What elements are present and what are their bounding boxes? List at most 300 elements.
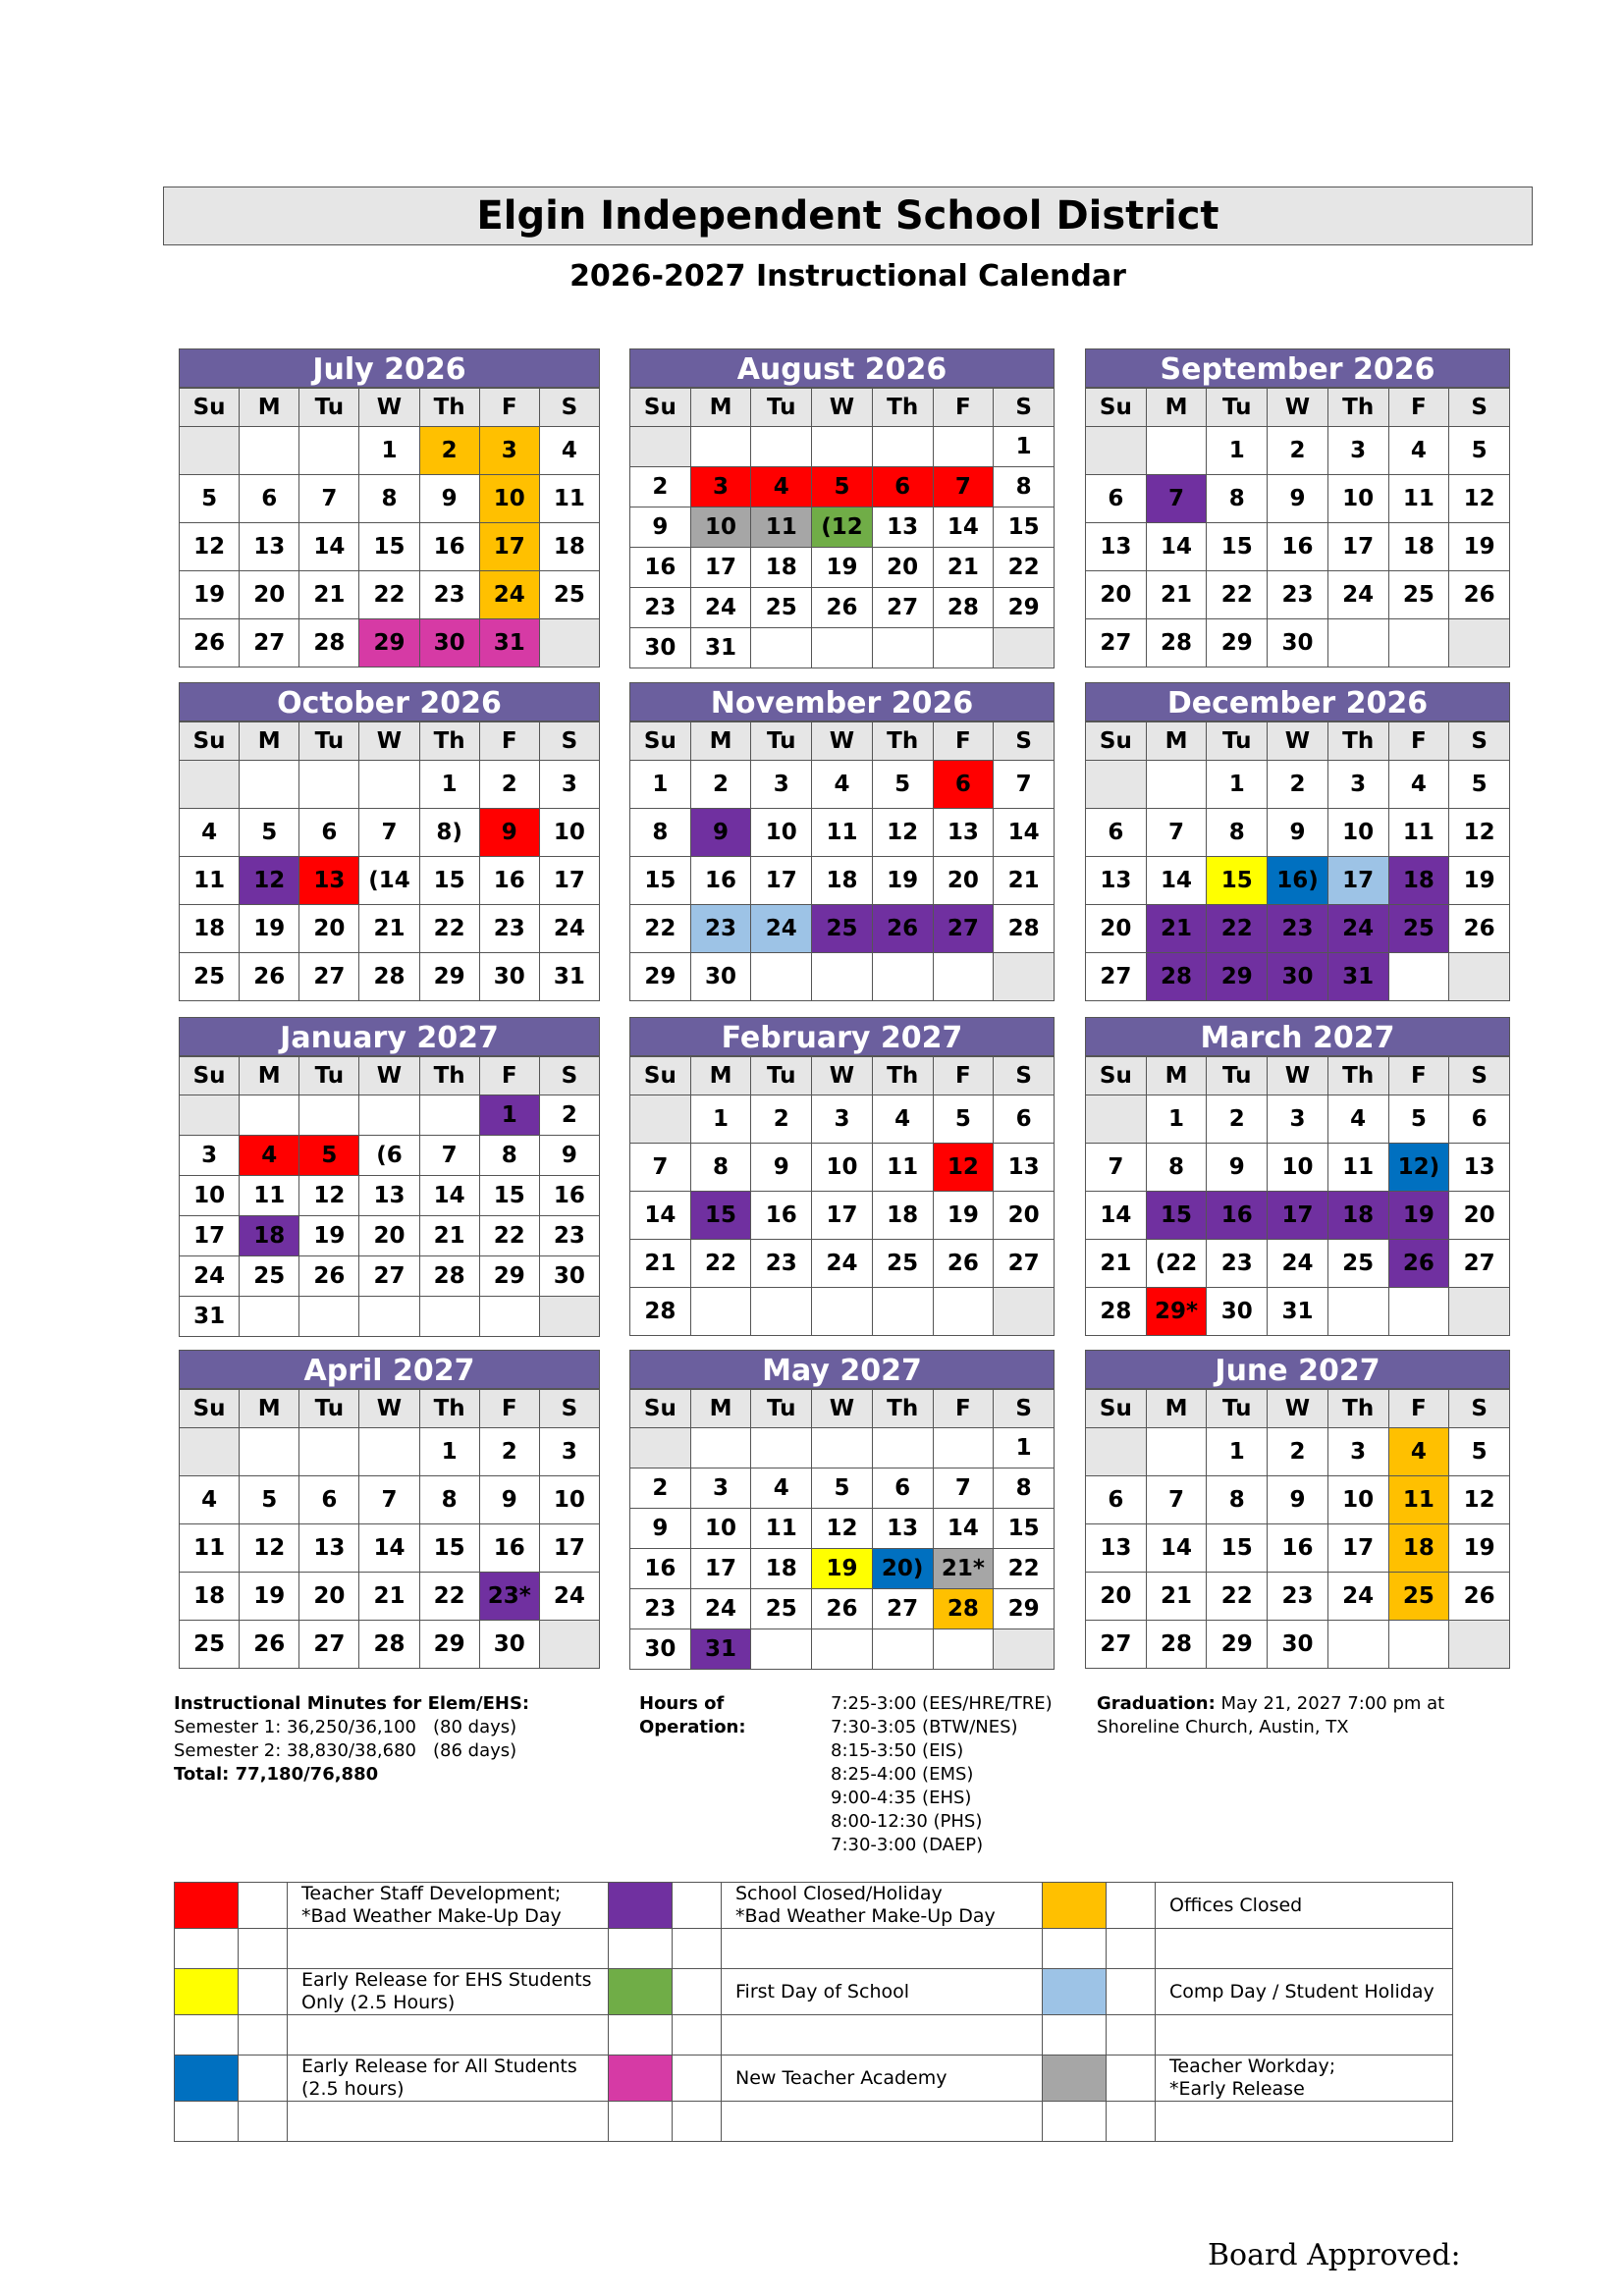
day-of-week-header: Su [1086, 1390, 1147, 1428]
day-cell: 17 [751, 857, 812, 905]
day-cell: 1 [690, 1095, 751, 1144]
day-cell: 10 [180, 1176, 240, 1216]
day-cell: 28 [1146, 953, 1207, 1001]
day-cell: 23 [1207, 1240, 1268, 1288]
day-cell: 17 [812, 1192, 873, 1240]
week-row [630, 857, 1055, 905]
day-cell: 22 [994, 1549, 1055, 1589]
day-cell: 1 [479, 1095, 539, 1136]
graduation-info [1097, 1692, 1444, 1739]
day-cell: 8 [1146, 1144, 1207, 1192]
day-cell: 16 [690, 857, 751, 905]
day-cell: 28 [630, 1288, 691, 1336]
day-cell: (6 [359, 1136, 419, 1176]
day-cell: 20 [1086, 1573, 1147, 1621]
day-cell: 11 [1388, 1476, 1449, 1524]
day-cell: 6 [1449, 1095, 1510, 1144]
day-cell [1388, 1288, 1449, 1336]
day-cell: 18 [812, 857, 873, 905]
month-calendar [179, 1017, 600, 1337]
day-of-week-header: Su [180, 1057, 240, 1095]
day-cell: 3 [1327, 427, 1388, 475]
day-cell: 19 [299, 1216, 359, 1256]
day-of-week-header: S [539, 389, 599, 427]
day-cell: 20 [933, 857, 994, 905]
month-calendar [629, 1017, 1055, 1336]
week-row [630, 761, 1055, 809]
day-cell: 23 [1268, 571, 1328, 619]
day-cell [751, 1428, 812, 1468]
day-of-week-header: F [479, 722, 539, 761]
day-cell: 13 [359, 1176, 419, 1216]
day-cell: 28 [994, 905, 1055, 953]
day-cell: 12 [180, 523, 240, 571]
day-cell: 31 [1327, 953, 1388, 1001]
legend-label-line: Early Release for All Students [301, 2056, 577, 2077]
week-row [630, 467, 1055, 507]
day-cell: 25 [539, 571, 599, 619]
day-cell: 21 [1146, 1573, 1207, 1621]
hours-line: 8:25-4:00 (EMS) [831, 1764, 974, 1785]
day-cell [180, 427, 240, 475]
day-cell: 13 [994, 1144, 1055, 1192]
week-row [1086, 427, 1510, 475]
day-cell: 7 [933, 467, 994, 507]
day-of-week-header: S [994, 389, 1055, 427]
day-cell [872, 1629, 933, 1670]
day-cell: 28 [1086, 1288, 1147, 1336]
day-cell: 29* [1146, 1288, 1207, 1336]
legend-row [175, 1969, 1453, 2015]
day-of-week-header: Tu [751, 1057, 812, 1095]
week-row [630, 628, 1055, 668]
calendar-subtitle: 2026-2027 Instructional Calendar [569, 259, 1126, 294]
day-of-week-header: W [359, 1057, 419, 1095]
day-cell: 31 [690, 628, 751, 668]
day-cell: 8 [479, 1136, 539, 1176]
day-cell: 3 [690, 467, 751, 507]
day-of-week-header: F [933, 1390, 994, 1428]
day-of-week-header: Su [630, 722, 691, 761]
day-cell: 27 [872, 1589, 933, 1629]
day-cell [359, 1297, 419, 1337]
day-of-week-header: W [1268, 722, 1328, 761]
day-cell: 3 [539, 761, 599, 809]
day-cell [994, 953, 1055, 1001]
day-cell: 7 [299, 475, 359, 523]
day-cell [299, 427, 359, 475]
day-cell: 27 [994, 1240, 1055, 1288]
day-cell: 11 [240, 1176, 299, 1216]
day-cell: 4 [180, 1476, 240, 1524]
day-cell: 25 [872, 1240, 933, 1288]
day-cell: 26 [240, 953, 299, 1001]
legend-blank-cell [1107, 1929, 1156, 1969]
legend-blank-cell [1107, 2015, 1156, 2056]
day-cell: 15 [479, 1176, 539, 1216]
legend-label [722, 2056, 1043, 2102]
day-cell [933, 628, 994, 668]
day-cell: 21* [933, 1549, 994, 1589]
day-cell: 7 [359, 1476, 419, 1524]
day-cell [1449, 953, 1510, 1001]
day-cell: 4 [1388, 427, 1449, 475]
day-cell: (14 [359, 857, 419, 905]
legend-label [288, 2056, 609, 2102]
day-cell: 6 [872, 1468, 933, 1509]
day-cell: 19 [872, 857, 933, 905]
day-cell: 25 [751, 1589, 812, 1629]
semester-1: Semester 1: 36,250/36,100 [174, 1717, 417, 1737]
day-cell [1449, 1288, 1510, 1336]
day-of-week-header: S [994, 1057, 1055, 1095]
day-cell: 18 [539, 523, 599, 571]
day-cell: 14 [933, 507, 994, 548]
day-cell: 3 [479, 427, 539, 475]
day-cell: 20 [1086, 571, 1147, 619]
day-cell [180, 1095, 240, 1136]
day-of-week-header: Th [419, 722, 479, 761]
day-cell [1086, 427, 1147, 475]
week-row [1086, 857, 1510, 905]
hours-line: 9:00-4:35 (EHS) [831, 1788, 972, 1808]
day-cell: 10 [539, 809, 599, 857]
hours-of-operation [639, 1692, 1053, 1857]
day-cell [1388, 953, 1449, 1001]
week-row [1086, 1288, 1510, 1336]
day-cell [359, 1095, 419, 1136]
day-cell: 9 [1268, 809, 1328, 857]
day-cell: 7 [359, 809, 419, 857]
legend-label-line: *Bad Weather Make-Up Day [301, 1905, 562, 1927]
day-cell [1449, 1621, 1510, 1669]
month-calendar [1085, 1350, 1510, 1669]
day-cell: 25 [1327, 1240, 1388, 1288]
day-cell: 15 [1207, 857, 1268, 905]
month-title: September 2026 [1085, 348, 1510, 388]
legend-blank-cell [1107, 2102, 1156, 2142]
week-row [1086, 1095, 1510, 1144]
day-cell: 19 [240, 905, 299, 953]
day-cell: 15 [419, 1524, 479, 1573]
day-cell: 17 [539, 857, 599, 905]
legend-blank-cell [239, 2056, 288, 2102]
day-cell: 18 [751, 548, 812, 588]
day-cell: 9 [1207, 1144, 1268, 1192]
district-title: Elgin Independent School District [163, 187, 1533, 245]
day-cell: 14 [359, 1524, 419, 1573]
day-cell: 10 [479, 475, 539, 523]
day-cell [1086, 1095, 1147, 1144]
week-row [180, 905, 600, 953]
day-cell: 1 [994, 1428, 1055, 1468]
day-cell [630, 427, 691, 467]
day-cell [359, 1428, 419, 1476]
day-cell: 4 [240, 1136, 299, 1176]
day-cell: 27 [1086, 619, 1147, 667]
week-row [630, 548, 1055, 588]
week-row [1086, 1240, 1510, 1288]
day-cell: 4 [539, 427, 599, 475]
day-cell: 18 [1388, 857, 1449, 905]
month-title: December 2026 [1085, 682, 1510, 721]
day-cell: 10 [1268, 1144, 1328, 1192]
day-cell: 17 [1268, 1192, 1328, 1240]
day-of-week-header: M [690, 389, 751, 427]
week-row [180, 809, 600, 857]
day-of-week-header: Th [872, 1390, 933, 1428]
day-cell: 1 [1207, 1428, 1268, 1476]
legend-label [1156, 1969, 1453, 2015]
month-grid [629, 721, 1055, 1001]
day-cell: 9 [630, 507, 691, 548]
day-cell [872, 953, 933, 1001]
day-cell: 19 [812, 548, 873, 588]
day-cell: 15 [1207, 523, 1268, 571]
legend-blank-cell [239, 1929, 288, 1969]
day-cell: 7 [994, 761, 1055, 809]
day-cell: 21 [1146, 905, 1207, 953]
day-cell: 28 [299, 619, 359, 667]
day-cell [1086, 761, 1147, 809]
day-cell: 21 [1086, 1240, 1147, 1288]
day-of-week-header: M [240, 1057, 299, 1095]
day-cell: 20 [872, 548, 933, 588]
day-cell: 18 [180, 1573, 240, 1621]
day-cell: 7 [1146, 1476, 1207, 1524]
day-cell: 10 [1327, 1476, 1388, 1524]
day-cell: 30 [690, 953, 751, 1001]
day-cell: 27 [1449, 1240, 1510, 1288]
day-cell: 9 [1268, 1476, 1328, 1524]
day-cell: 6 [994, 1095, 1055, 1144]
legend-blank-cell [673, 2102, 722, 2142]
day-cell: 11 [872, 1144, 933, 1192]
day-cell: 4 [812, 761, 873, 809]
graduation-date: May 21, 2027 7:00 pm at [1215, 1693, 1445, 1714]
week-row [180, 571, 600, 619]
day-cell: 15 [1207, 1524, 1268, 1573]
day-cell: 12 [1449, 1476, 1510, 1524]
day-cell: 5 [812, 467, 873, 507]
day-of-week-header: Th [1327, 1057, 1388, 1095]
legend-blank-cell [722, 2102, 1043, 2142]
day-cell: 5 [1449, 427, 1510, 475]
day-of-week-header: Tu [1207, 1057, 1268, 1095]
day-of-week-header: F [479, 1390, 539, 1428]
day-cell: 27 [299, 1621, 359, 1669]
month-grid [179, 721, 600, 1001]
day-cell: 1 [359, 427, 419, 475]
day-of-week-header: Th [872, 389, 933, 427]
legend-blank-cell [288, 1929, 609, 1969]
day-cell: 11 [1327, 1144, 1388, 1192]
day-cell: 3 [751, 761, 812, 809]
day-of-week-header: M [690, 722, 751, 761]
legend-label [288, 1883, 609, 1929]
day-cell: 30 [1207, 1288, 1268, 1336]
week-row [180, 1256, 600, 1297]
hours-line: 7:30-3:00 (DAEP) [831, 1835, 984, 1855]
day-cell [812, 427, 873, 467]
month-grid [629, 1056, 1055, 1336]
day-cell [751, 953, 812, 1001]
day-cell [299, 1095, 359, 1136]
week-row [1086, 619, 1510, 667]
legend-swatch [609, 1883, 673, 1929]
day-cell: 3 [1327, 761, 1388, 809]
day-cell: 20 [299, 1573, 359, 1621]
day-cell: 20 [994, 1192, 1055, 1240]
day-cell: 9 [751, 1144, 812, 1192]
month-title: November 2026 [629, 682, 1055, 721]
week-row [1086, 905, 1510, 953]
day-cell [751, 1629, 812, 1670]
day-cell: 13 [299, 857, 359, 905]
day-cell: 3 [1327, 1428, 1388, 1476]
day-cell [690, 427, 751, 467]
day-cell: 14 [1146, 1524, 1207, 1573]
day-cell: 16 [419, 523, 479, 571]
month-calendar [629, 1350, 1055, 1670]
day-of-week-header: Th [872, 722, 933, 761]
day-cell: 28 [359, 953, 419, 1001]
day-cell: 31 [690, 1629, 751, 1670]
legend-label-line: School Closed/Holiday [735, 1883, 943, 1904]
day-of-week-header: Su [1086, 722, 1147, 761]
day-of-week-header: W [812, 1057, 873, 1095]
day-cell: 9 [479, 809, 539, 857]
day-cell: 11 [180, 1524, 240, 1573]
day-cell: 11 [751, 507, 812, 548]
day-cell: 5 [1449, 1428, 1510, 1476]
day-of-week-header: Tu [299, 389, 359, 427]
week-row [630, 1468, 1055, 1509]
day-cell: 21 [933, 548, 994, 588]
legend-blank-cell [1107, 2056, 1156, 2102]
day-of-week-header: S [994, 722, 1055, 761]
day-cell: 13 [872, 1509, 933, 1549]
week-row [180, 761, 600, 809]
week-row [630, 953, 1055, 1001]
day-cell: 17 [690, 1549, 751, 1589]
day-cell [1327, 1621, 1388, 1669]
day-cell: 17 [180, 1216, 240, 1256]
day-of-week-header: Th [1327, 722, 1388, 761]
day-cell: 26 [933, 1240, 994, 1288]
day-cell: 5 [240, 1476, 299, 1524]
day-of-week-header: W [812, 1390, 873, 1428]
legend-label [722, 1969, 1043, 2015]
day-cell: 7 [1086, 1144, 1147, 1192]
day-cell: 19 [1388, 1192, 1449, 1240]
day-cell: 8 [994, 467, 1055, 507]
day-cell: 1 [994, 427, 1055, 467]
day-cell: 23 [1268, 905, 1328, 953]
day-cell: 28 [933, 1589, 994, 1629]
day-cell: 12 [240, 1524, 299, 1573]
month-grid [629, 1389, 1055, 1670]
day-cell [479, 1297, 539, 1337]
day-cell: 4 [751, 1468, 812, 1509]
day-cell: 26 [872, 905, 933, 953]
week-row [180, 1524, 600, 1573]
day-cell [240, 1428, 299, 1476]
day-cell [240, 1297, 299, 1337]
legend-row [175, 2056, 1453, 2102]
day-cell [1449, 619, 1510, 667]
day-cell: 10 [812, 1144, 873, 1192]
day-of-week-header: S [539, 1390, 599, 1428]
day-cell: 29 [1207, 619, 1268, 667]
day-cell: 2 [419, 427, 479, 475]
day-cell: 4 [1327, 1095, 1388, 1144]
day-cell: 2 [1207, 1095, 1268, 1144]
hours-label: Hours of Operation: [639, 1693, 746, 1737]
legend-blank-cell [1043, 2015, 1107, 2056]
day-cell: 29 [630, 953, 691, 1001]
day-cell [812, 1288, 873, 1336]
day-cell: 6 [933, 761, 994, 809]
day-cell: (12 [812, 507, 873, 548]
day-cell: 29 [1207, 1621, 1268, 1669]
month-grid [179, 1389, 600, 1669]
day-cell [359, 761, 419, 809]
day-of-week-header: W [1268, 1390, 1328, 1428]
legend-swatch [175, 1883, 239, 1929]
day-cell: 2 [690, 761, 751, 809]
day-cell: 6 [872, 467, 933, 507]
board-approved: Board Approved: [1208, 2238, 1461, 2272]
day-cell [994, 1288, 1055, 1336]
day-cell: 25 [1388, 571, 1449, 619]
day-cell: 27 [359, 1256, 419, 1297]
month-grid [629, 388, 1055, 668]
day-cell: 28 [419, 1256, 479, 1297]
legend-label-line: Teacher Staff Development; [301, 1883, 562, 1904]
legend-label [722, 1883, 1043, 1929]
day-of-week-header: M [1146, 1057, 1207, 1095]
legend-label [288, 1969, 609, 2015]
day-cell: 31 [539, 953, 599, 1001]
legend-blank-cell [1107, 1883, 1156, 1929]
day-cell [1327, 1288, 1388, 1336]
day-cell: 23 [419, 571, 479, 619]
day-cell: 18 [240, 1216, 299, 1256]
day-cell: 15 [1146, 1192, 1207, 1240]
day-cell: 23 [630, 1589, 691, 1629]
day-cell: 26 [240, 1621, 299, 1669]
day-cell: 28 [1146, 1621, 1207, 1669]
day-cell: 26 [299, 1256, 359, 1297]
day-cell: 25 [812, 905, 873, 953]
day-cell: 15 [630, 857, 691, 905]
day-of-week-header: Su [1086, 1057, 1147, 1095]
week-row [630, 1144, 1055, 1192]
day-cell: 24 [1268, 1240, 1328, 1288]
day-cell: 19 [1449, 1524, 1510, 1573]
day-cell: 9 [539, 1136, 599, 1176]
day-cell [933, 1288, 994, 1336]
day-cell: 24 [690, 588, 751, 628]
day-cell: 18 [180, 905, 240, 953]
day-of-week-header: S [539, 722, 599, 761]
day-cell: 15 [419, 857, 479, 905]
day-cell: 19 [240, 1573, 299, 1621]
day-cell: 12) [1388, 1144, 1449, 1192]
day-cell: 13 [1086, 1524, 1147, 1573]
day-cell: 2 [479, 1428, 539, 1476]
